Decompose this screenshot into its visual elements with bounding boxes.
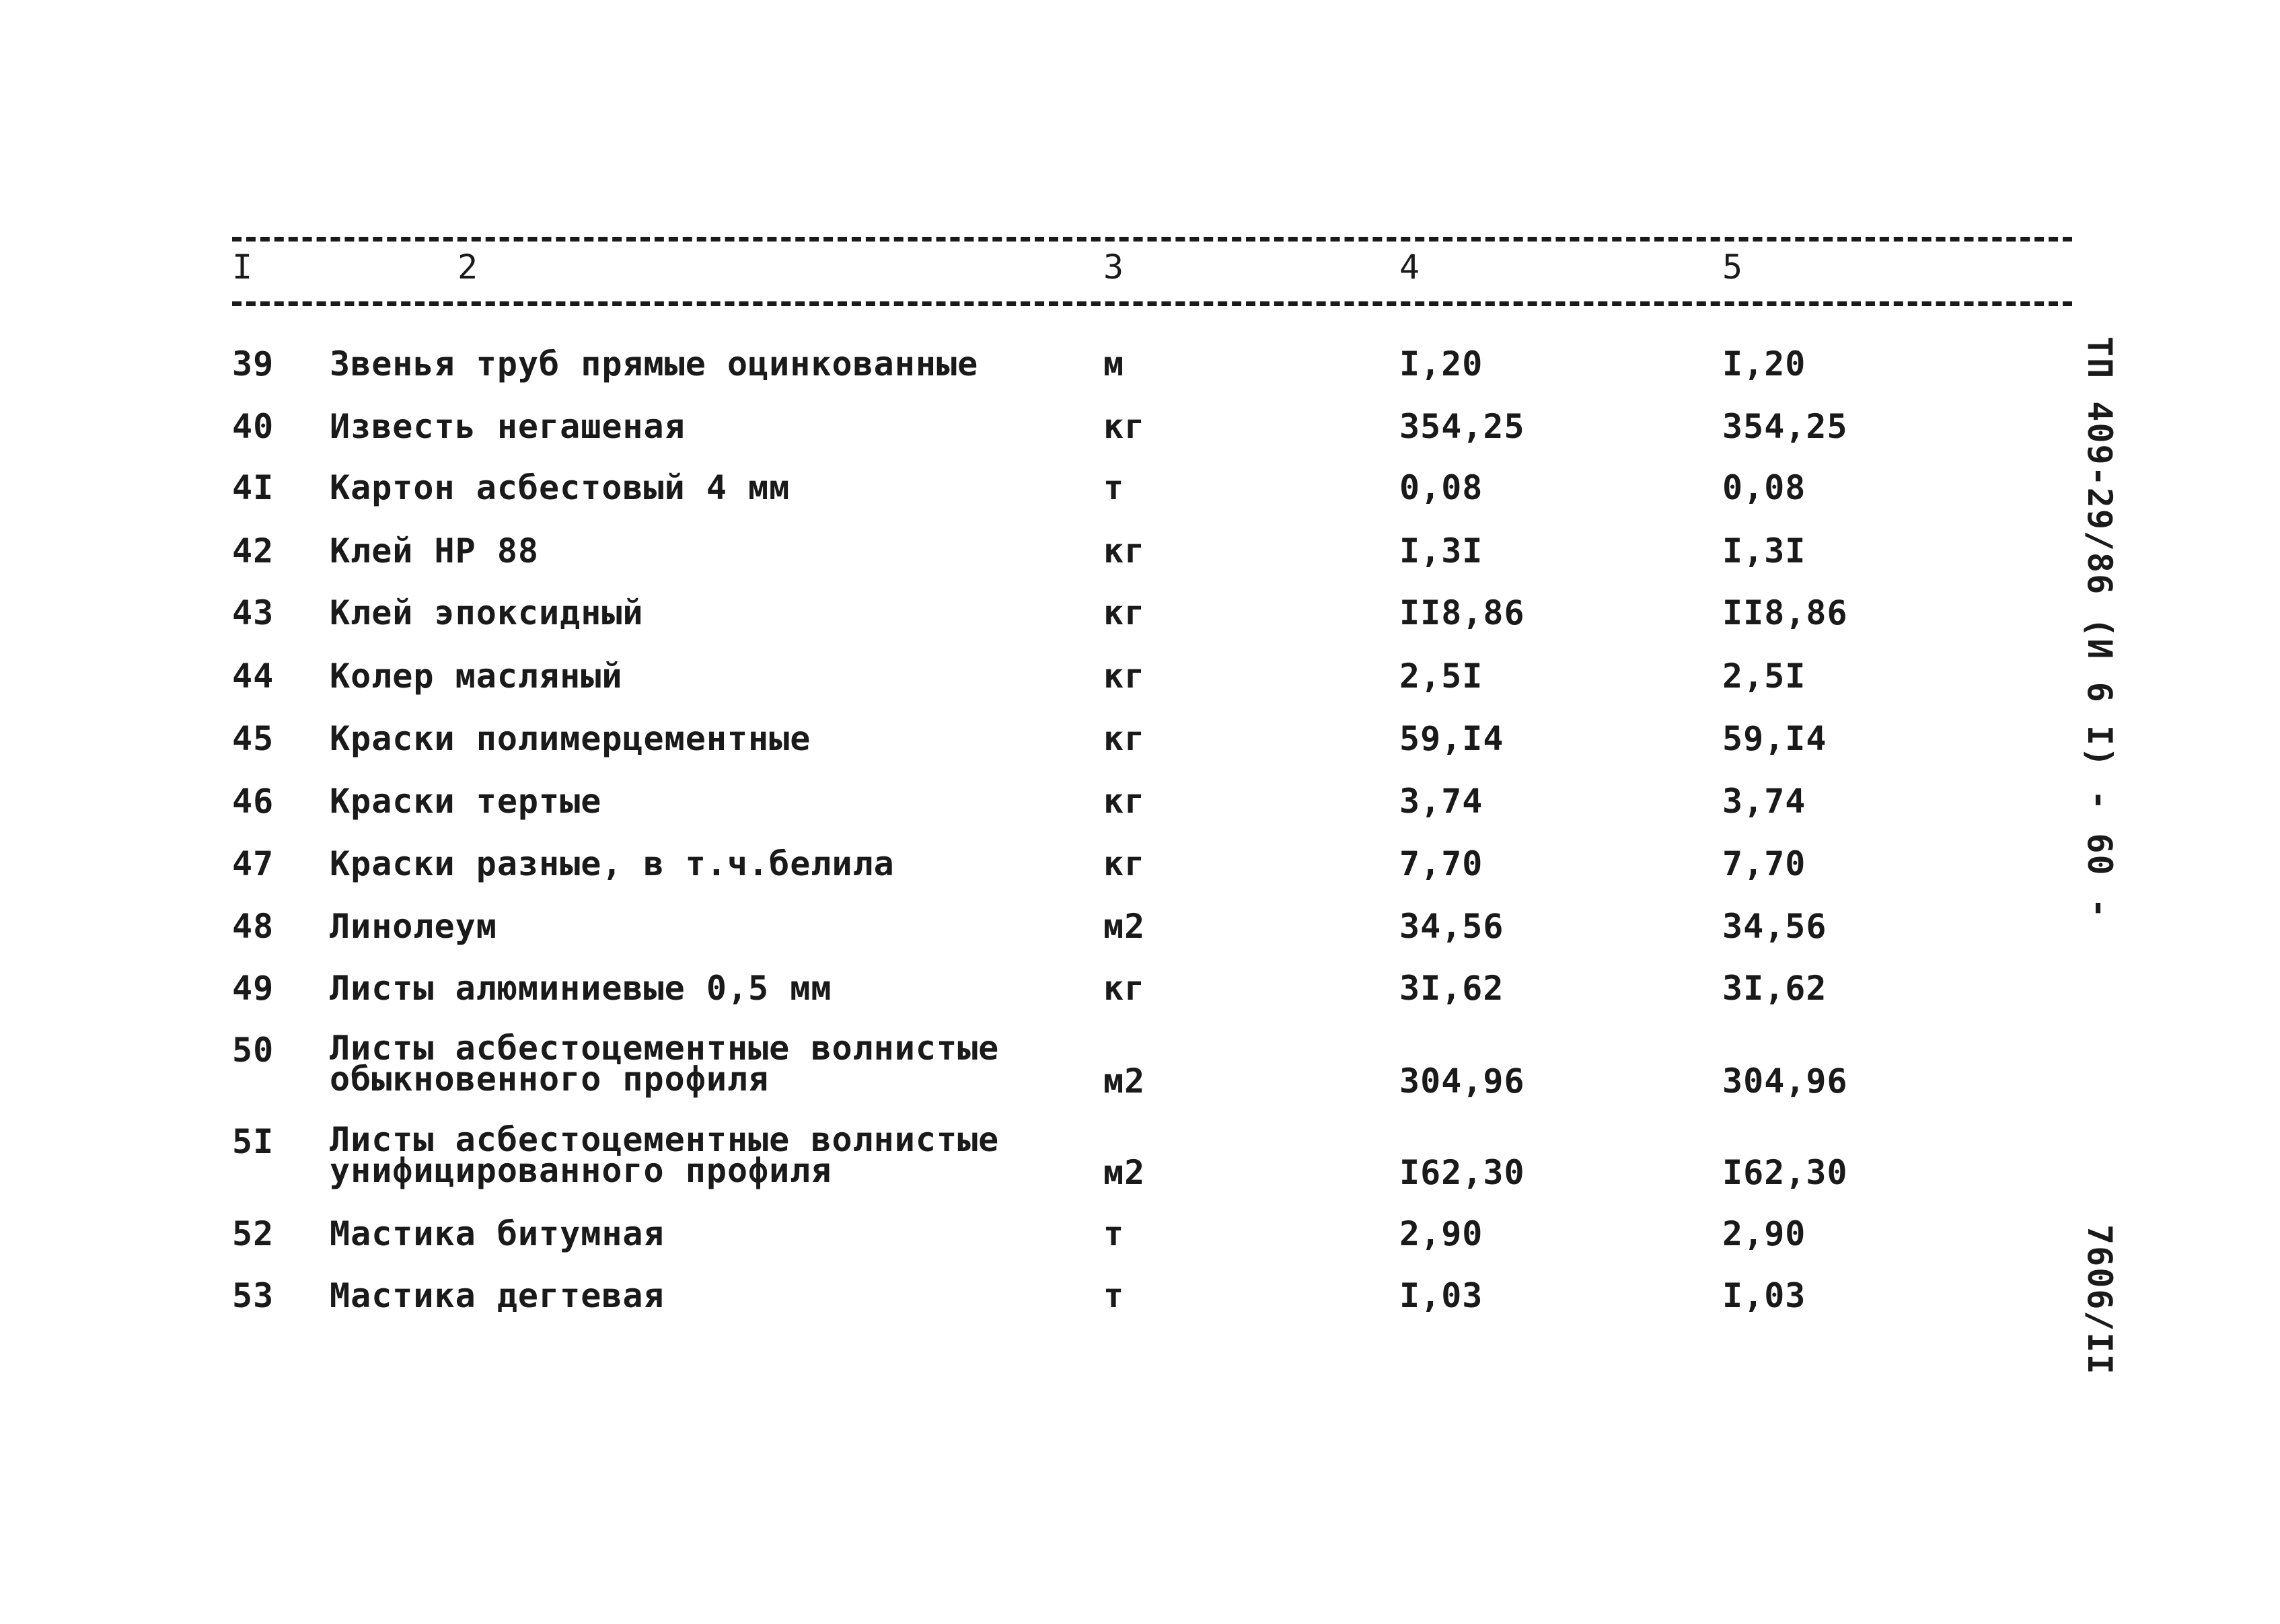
unit: кг <box>1103 593 1146 632</box>
row-number: 49 <box>232 969 274 1008</box>
quantity-col5: 2,5I <box>1722 657 1806 696</box>
quantity-col5: I,03 <box>1722 1276 1806 1315</box>
quantity-col4: II8,86 <box>1399 593 1525 632</box>
material-name-line2: унифицированного профиля <box>330 1151 832 1190</box>
row-number: 46 <box>232 782 274 821</box>
header-col-5: 5 <box>1722 248 1744 287</box>
material-name: Мастика дегтевая <box>330 1276 665 1315</box>
document-code-vertical: ТП 409-29/86 (И 6 I) - 60 - <box>2080 336 2119 920</box>
material-name: Картон асбестовый 4 мм <box>330 468 790 507</box>
material-name: Краски полимерцементные <box>330 719 811 758</box>
header-col-1: I <box>232 248 254 287</box>
unit: т <box>1103 1276 1125 1315</box>
row-number: 53 <box>232 1276 274 1315</box>
material-name: Звенья труб прямые оцинкованные <box>330 344 979 383</box>
row-number: 4I <box>232 468 274 507</box>
unit: кг <box>1103 657 1146 696</box>
quantity-col4: 2,5I <box>1399 657 1483 696</box>
row-number: 44 <box>232 657 274 696</box>
row-number: 45 <box>232 719 274 758</box>
material-name: Известь негашеная <box>330 407 686 446</box>
row-number: 48 <box>232 907 274 946</box>
quantity-col4: I,3I <box>1399 531 1483 570</box>
material-name-line2: обыкновенного профиля <box>330 1060 770 1099</box>
quantity-col5: I62,30 <box>1722 1153 1848 1192</box>
unit: м2 <box>1103 907 1146 946</box>
row-number: 50 <box>232 1031 274 1070</box>
unit: кг <box>1103 407 1146 446</box>
quantity-col4: I,20 <box>1399 344 1483 383</box>
quantity-col4: 0,08 <box>1399 468 1483 507</box>
header-col-3: 3 <box>1103 248 1125 287</box>
quantity-col4: 3,74 <box>1399 782 1483 821</box>
quantity-col5: 3,74 <box>1722 782 1806 821</box>
row-number: 39 <box>232 344 274 383</box>
table-header-rule <box>232 301 2072 306</box>
table-top-rule <box>232 237 2072 242</box>
unit: м <box>1103 344 1125 383</box>
unit: т <box>1103 1214 1125 1253</box>
quantity-col4: I,03 <box>1399 1276 1483 1315</box>
unit: м2 <box>1103 1153 1146 1192</box>
unit: кг <box>1103 844 1146 883</box>
quantity-col5: 2,90 <box>1722 1214 1806 1253</box>
quantity-col4: 3I,62 <box>1399 969 1504 1008</box>
unit: кг <box>1103 531 1146 570</box>
material-name: Краски разные, в т.ч.белила <box>330 844 895 883</box>
quantity-col4: 2,90 <box>1399 1214 1483 1253</box>
unit: кг <box>1103 719 1146 758</box>
unit: м2 <box>1103 1062 1146 1101</box>
row-number: 52 <box>232 1214 274 1253</box>
row-number: 47 <box>232 844 274 883</box>
quantity-col4: 34,56 <box>1399 907 1504 946</box>
row-number: 43 <box>232 593 274 632</box>
quantity-col4: 59,I4 <box>1399 719 1504 758</box>
quantity-col5: 34,56 <box>1722 907 1827 946</box>
quantity-col4: I62,30 <box>1399 1153 1525 1192</box>
quantity-col5: I,20 <box>1722 344 1806 383</box>
material-name: Листы асбестоцементные волнистые <box>330 1120 1000 1159</box>
quantity-col5: II8,86 <box>1722 593 1848 632</box>
quantity-col5: 354,25 <box>1722 407 1848 446</box>
sheet-number-vertical: 7606/II <box>2080 1224 2119 1376</box>
material-name: Листы алюминиевые 0,5 мм <box>330 969 832 1008</box>
row-number: 40 <box>232 407 274 446</box>
material-name: Мастика битумная <box>330 1214 665 1253</box>
quantity-col5: 304,96 <box>1722 1062 1848 1101</box>
header-col-2: 2 <box>457 248 479 287</box>
row-number: 42 <box>232 531 274 570</box>
material-name: Клей эпоксидный <box>330 593 644 632</box>
unit: кг <box>1103 969 1146 1008</box>
quantity-col5: 3I,62 <box>1722 969 1827 1008</box>
quantity-col5: 59,I4 <box>1722 719 1827 758</box>
quantity-col4: 304,96 <box>1399 1062 1525 1101</box>
unit: кг <box>1103 782 1146 821</box>
quantity-col5: 0,08 <box>1722 468 1806 507</box>
quantity-col5: I,3I <box>1722 531 1806 570</box>
material-name: Краски тертые <box>330 782 602 821</box>
material-name: Линолеум <box>330 907 497 946</box>
quantity-col4: 354,25 <box>1399 407 1525 446</box>
material-name: Листы асбестоцементные волнистые <box>330 1029 1000 1068</box>
header-col-4: 4 <box>1399 248 1421 287</box>
row-number: 5I <box>232 1122 274 1161</box>
material-name: Колер масляный <box>330 657 623 696</box>
unit: т <box>1103 468 1125 507</box>
quantity-col5: 7,70 <box>1722 844 1806 883</box>
quantity-col4: 7,70 <box>1399 844 1483 883</box>
material-name: Клей НР 88 <box>330 531 540 570</box>
